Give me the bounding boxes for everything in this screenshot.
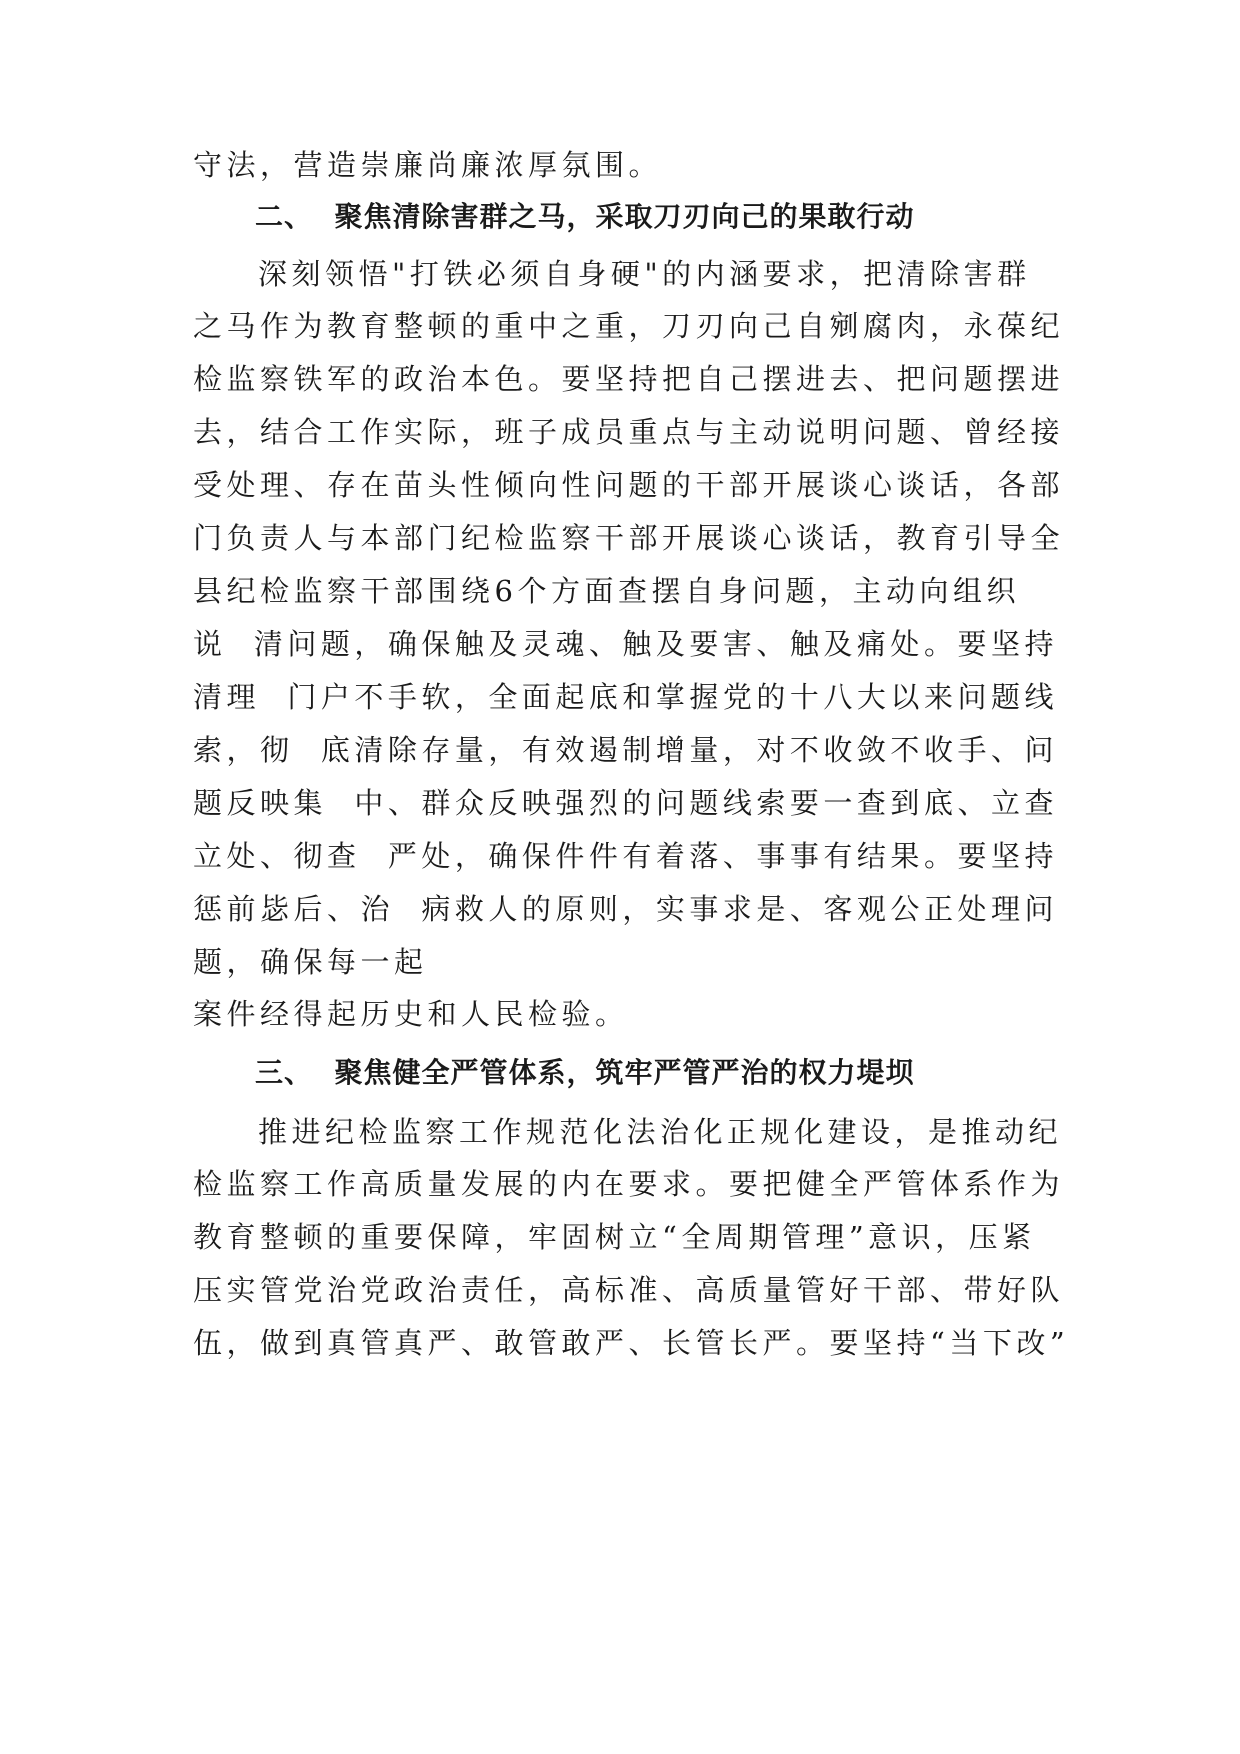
section-2-line: 检监察铁军的政治本色。要坚持把自己摆进去、把问题摆进 xyxy=(193,362,1065,396)
section-2-line: 案件经得起历史和人民检验。 xyxy=(193,997,629,1031)
section-3-line: 教育整顿的重要保障，牢固树立“全周期管理”意识，压紧 xyxy=(193,1220,1036,1254)
section-3-line: 压实管党治党政治责任，高标准、高质量管好干部、带好队 xyxy=(193,1273,1065,1307)
section-2-heading: 二、 聚焦清除害群之马，采取刀刃向己的果敢行动 xyxy=(255,200,915,233)
section-3-line: 检监察工作高质量发展的内在要求。要把健全严管体系作为 xyxy=(193,1167,1065,1201)
section-2-line: 之马作为教育整顿的重中之重，刀刃向己自剜腐肉，永葆纪 xyxy=(193,309,1065,343)
section-3-line: 推进纪检监察工作规范化法治化正规化建设，是推动纪 xyxy=(258,1115,1063,1149)
intro-line: 守法，营造崇廉尚廉浓厚氛围。 xyxy=(193,148,663,182)
section-2-line: 去，结合工作实际，班子成员重点与主动说明问题、曾经接 xyxy=(193,415,1065,449)
section-2-line: 受处理、存在苗头性倾向性问题的干部开展谈心谈话，各部 xyxy=(193,468,1065,502)
section-3-heading: 三、 聚焦健全严管体系，筑牢严管严治的权力堤坝 xyxy=(255,1056,915,1089)
section-2-line: 惩前毖后、治 病救人的原则，实事求是、客观公正处理问 xyxy=(193,892,1058,926)
section-3-line: 伍，做到真管真严、敢管敢严、长管长严。要坚持“当下改” xyxy=(193,1326,1070,1360)
section-2-line: 题，确保每一起 xyxy=(193,945,428,979)
section-2-line: 说 清问题，确保触及灵魂、触及要害、触及痛处。要坚持 xyxy=(193,627,1058,661)
section-2-line: 门负责人与本部门纪检监察干部开展谈心谈话，教育引导全 xyxy=(193,521,1065,555)
section-2-line: 索，彻 底清除存量，有效遏制增量，对不收敛不收手、问 xyxy=(193,733,1058,767)
section-2-line: 立处、彻查 严处，确保件件有着落、事事有结果。要坚持 xyxy=(193,839,1058,873)
section-2-line: 县纪检监察干部围绕6个方面查摆自身问题，主动向组织 xyxy=(193,574,1020,608)
section-2-line: 题反映集 中、群众反映强烈的问题线索要一查到底、立查 xyxy=(193,786,1058,820)
section-2-line: 清理 门户不手软，全面起底和掌握党的十八大以来问题线 xyxy=(193,680,1058,714)
section-2-line: 深刻领悟"打铁必须自身硬"的内涵要求，把清除害群 xyxy=(258,257,1031,291)
